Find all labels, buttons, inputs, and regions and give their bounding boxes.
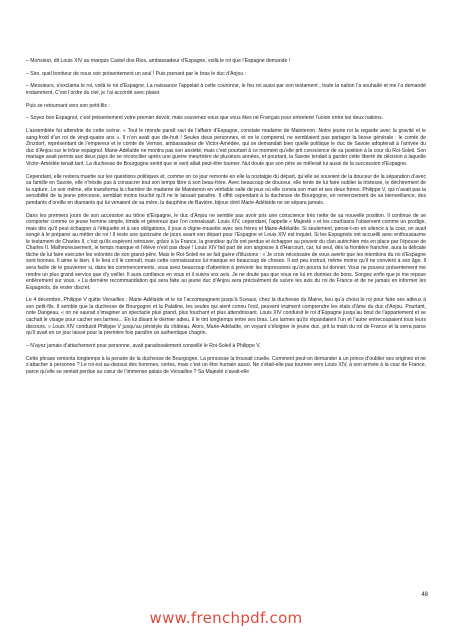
paragraph: L’assemblée fut attendrie de cette scène. « Tout le monde paraît ravi de l’affaire d’Espagne, constate madame de Maintenon. Notre jeune roi la regarde avec la gravité et le sang-froid d’un roi de vingt-quatre ans ». Il n’en avait que dix-huit ! Seules deux personnes, et on le comprend, ne semblaient pas partager la liesse générale : le comte de Zinzdorf, représentant de l’empereur et le comte de Vernon, ambassadeur de Victor-Amédée, qui se demandait bien quelle politique le duc de Savoie adopterait à l’arrivée du duc d’Anjou sur le trône espagnol. Marie-Adélaïde ne montra pas son anxiété, mais c’est pourtant à ce moment qu’elle prit conscience de sa position à la cour du Roi-Soleil. Son mariage avait permis aux deux pays de se réconcilier après une guerre meurtrière de plusieurs années, et pourtant, la Savoie tendait à garder cette liberté de décision à laquelle Victor-Amédée tenait tant. La duchesse de Bourgogne sentit que le vent allait peut-être tourner. Nul doute que son père se mêlerait lui aussi de la succession d’Espagne. xyxy=(26,128,426,167)
paragraph: – Soyez bon Espagnol, c’est présentement votre premier devoir, mais souvenez-vous que vous êtes né Français pour entretenir l’union entre les deux nations. xyxy=(26,115,384,122)
page-number: 48 xyxy=(421,592,428,598)
paragraph: Cependant, elle restera muette sur les questions politiques et, comme on ce jour remonte en elle la nostalgie du départ, qu’elle se souvient de la douceur de la séparation d’avec sa famille en Savoie, elle n’hésite pas à consacrer tout son temps libre à son beau-frère. Avec beaucoup de douceur, elle tente de lui faire oublier la tristesse, le déchirement de la rupture. Le soir même, elle transforma la chambre de madame de Maintenon en véritable salle de jeux où elle convia son mari et ses deux frères. Philippe V, qui n’avait pas la sensibilité de la jeune princesse, semblait moins touché qu’il ne le laissait paraître. Il offrit cependant à la duchesse de Bourgogne, en remerciement de sa bienveillance, des pendants d’oreille en diamants qui lui venaient de sa mère, la dauphine de Bavière, bijoux dont Marie-Adélaïde ne se sépara jamais. xyxy=(26,173,426,206)
paragraph: Dans les premiers jours de son accession au trône d’Espagne, le duc d’Anjou ne semble pas avoir pris une conscience très nette de sa nouvelle position. Il continue de se comporter comme ce jeune homme simple, timide et généreux que l’on connaissait. Louis XIV, cependant, l’appelle « Majesté » et les courtisans l’observent comme un prodige, mais dès qu’il peut échapper à l’étiquette et à ses obligations, il joue à cligne-musette avec ses frères et Marie-Adélaïde. Si seulement, pense-t-on en silence à la cour, on avait songé à le préparer au métier de roi ! Il reste une quinzaine de jours avant son départ pour l’Espagne et Louis XIV est inquiet. Si les Espagnols ont accueilli avec enthousiasme le testament de Charles II, c’est qu’ils espèrent retrouver, grâce à la France, la grandeur qu’ils ont perdue et échapper au pouvoir du clan autrichien mis en place par l’épouse de Charles II. Malheureusement, le temps manque et l’élève n’est pas doué ! Louis XIV fait part de son angoisse à d’Harcourt, car, lui seul, dès la frontière franchie, aura la délicate tâche de lui faire exécuter les volontés de son grand-père. Mais le Roi-Soleil ne se fait guère d’illusions : « Je crois nécessaire de vous avertir que les intentions du roi d’Espagne sont bonnes. Il aime le bien, il le fera s’il le connaît, mais cette connaissance lui manque en beaucoup de choses. Il est peu instruit, même moins qu’il ne convient à son âge. Il sera facile de le gouverner si, dans les commencements, vous avez beaucoup d’attention à prévenir les impressions qu’on pourra lui donner. Vous ne pouvez présentement me rendre un plus grand service que d’y veiller. Il aura confiance en vous et il suivra vos avis. Je ne doute pas que vous ne lui en donniez de bons. Songez enfin que je me repose entièrement sur vous. » La dernière recommandation qui sera faite au jeune duc d’Anjou sera précisément de suivre les avis du roi de France et de ne jamais en informer les Espagnols, de rester discret. xyxy=(26,212,426,291)
paragraph: – N’ayez jamais d’attachement pour personne, avait paradoxalement conseillé le Roi-Soleil à Philippe V. xyxy=(26,342,261,349)
paragraph: – Monsieur, dit Louis XIV au marquis Castel dos Rios, ambassadeur d’Espagne, voilà le roi que l’Espagne demande ! xyxy=(26,58,291,64)
book-page-body xyxy=(26,58,426,381)
watermark-link[interactable]: www.frenchpdf.com xyxy=(149,609,303,627)
paragraph: – Sire, quel bonheur de nous voir présentement un seul ! Puis prenant par le bras le duc d’Anjou : xyxy=(26,70,247,77)
paragraph: – Messieurs, s’exclama le roi, voilà le roi d’Espagne. La naissance l’appelait à cette couronne, le feu roi aussi par son testament ; toute la nation l’a souhaité et me l’a demandé instamment. C’est l’ordre du ciel, je l’ai accordé avec plaisir. xyxy=(26,83,426,97)
paragraph: Le 4 décembre, Philippe V quitte Versailles ; Marie-Adélaïde et le roi l’accompagnent jusqu’à Sceaux, chez la duchesse du Maine, lieu qu’a choisi le roi pour faire ses adieux à son petit-fils. Il semble que la duchesse de Bourgogne et la Palatine, les seules qui aient connu l’exil, peuvent vraiment comprendre les états d’âme du duc d’Anjou. Pourtant, note Dangeau, « on ne saurait s’imaginer un spectacle plus grand, plus touchant et plus attendrissant. Louis XIV conduisit le roi d’Espagne jusqu’au bout de l’appartement et se cachait le visage pour cacher ses larmes... En lui disant le dernier adieu, il le tint longtemps entre ses bras. Les larmes qu’ils répandaient l’un et l’autre entrecoupaient tous leurs discours. » Louis XIV conduisit Philippe V jusqu’au péristyle du château. Alors, Marie-Adélaïde, en voyant s’éloigner le jeune duc, prit la main du roi de France et la serra parce qu’il avait en ce jour laissé pour la première fois paraître un authentique chagrin. xyxy=(26,297,426,337)
paragraph: Puis se retournant vers son petit-fils : xyxy=(26,102,110,109)
paragraph: Cette phrase remonta longtemps à la pensée de la duchesse de Bourgogne. La princesse la trouvait cruelle. Comment peut-on demander à un prince d’oublier ses origines et ne s’attacher à personne ? Le roi est au-dessus des hommes, certes, mais c’est un être humain aussi. Ne s’était-elle pas tournée vers Louis XIV, à son arrivée à la cour de France, parce qu’elle se sentait perdue au cœur de l’immense palais de Versailles ? Sa Majesté n’avait-elle xyxy=(26,355,426,375)
